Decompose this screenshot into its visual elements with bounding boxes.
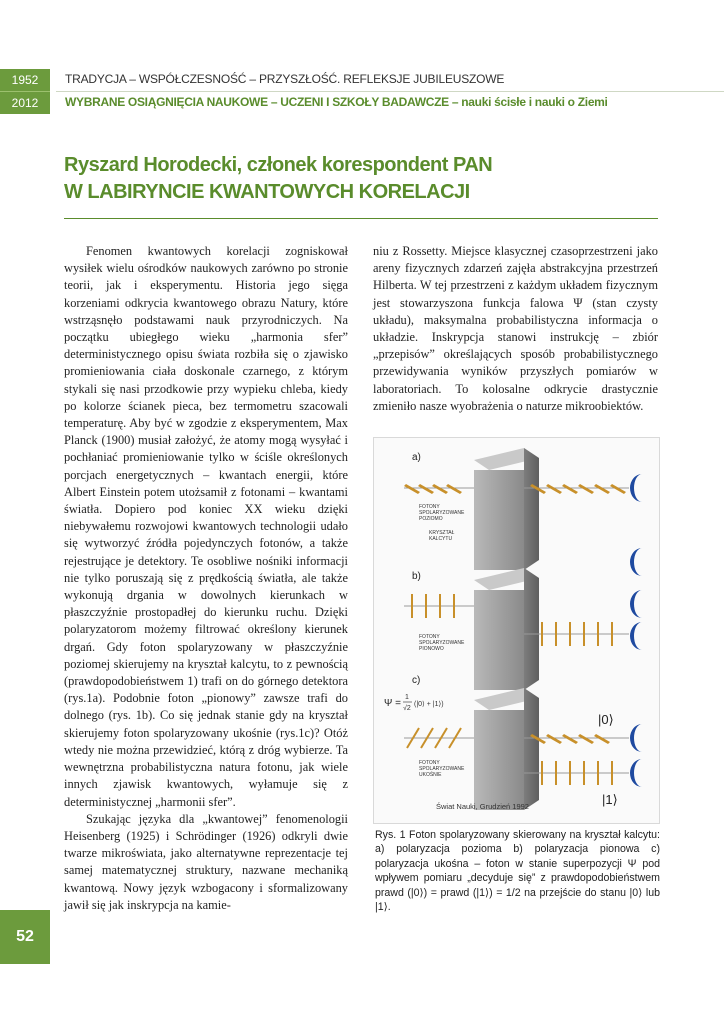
crystal-a <box>474 448 539 570</box>
panel-label-a: a) <box>412 452 421 463</box>
header-rule <box>56 91 724 92</box>
note-crystal1: KRYSZTAŁ <box>429 530 455 536</box>
note-crystal2: KALCYTU <box>429 536 453 542</box>
detector-bottom-a <box>630 548 642 576</box>
figure-credit: Świat Nauki, Grudzień 1992 <box>436 802 529 811</box>
paragraph: niu z Rossetty. Miejsce klasycznej czasoprzestrzeni jako areny fizycznych zdarzeń zajęła abstrakcyjna przestrzeń Hilberta. W tej przestrzeni z każdym układem fizycznym jest stowarzyszona funkcja falowa Ψ (stan czysty układu), maksymalna probabilistyczna informacja o układzie. Inskrypcja stanowi instrukcję – zbiór „przepisów” określających sposób probabilistycznego przewidywania wyników przyszłych pomiarów w laboratoriach. To kolosalne odkrycie drastycznie zmieniło nasze wyobrażenia o naturze mikroobiektów. <box>373 244 658 413</box>
detector-top-a <box>630 474 642 502</box>
running-header-series: TRADYCJA – WSPÓŁCZESNOŚĆ – PRZYSZŁOŚĆ. REFLEKSJE JUBILEUSZOWE <box>65 72 505 86</box>
title-rule <box>64 218 658 219</box>
formula-denominator: √2 <box>403 705 411 712</box>
page-number: 52 <box>0 910 50 964</box>
year-start-badge: 1952 <box>0 69 50 91</box>
note-c2: SPOLARYZOWANE <box>419 766 465 772</box>
note-a3: POZIOMO <box>419 516 443 522</box>
crystal-b <box>474 568 539 690</box>
panel-label-c: c) <box>412 675 421 686</box>
paragraph: Fenomen kwantowych korelacji zogniskował wysiłek wielu ośrodków naukowych zarówno po stronie teorii, jak i eksperymentu. Historia jego sięga korzeniami odkrycia kwantowego obrazu Natury, które wstrząsnęło podstawami nauk przyrodniczych. Na początku ubiegłego wieku „harmonia sfer” deterministycznego opisu świata rozbiła się o zjawisko promieniowania ciała doskonale czarnego, z którym stykali się nasi przodkowie przy wypieku chleba, kiedy po kolorze ścianek pieca, bez termometru szacowali temperaturę. Aby być w zgodzie z eksperymentem, Max Planck (1900) musiał założyć, że atomy mogą wysyłać i pochłaniać promieniowanie tylko w ściśle określonych porcjach energetycznych – kwantach energii, które Albert Einstein potem utożsamił z fotonami – kwantami światła. Dopiero pod koniec XX wieku dzięki niebywałemu rozwojowi kwantowych technologii udało się wytworzyć źródła pojedynczych fotonów, a także rejestrujące je detektory. Te osobliwe nośniki informacji nie tylko poruszają się z prędkością światła, ale także wykonują drgania w dowolnych kierunkach w płaszczyźnie prostopadłej do kierunku ruchu. Dzięki polaryzatorom możemy filtrować określony kierunek drgań. Gdy foton spolaryzowany w płaszczyźnie poziomej skierujemy na kryształ kalcytu, to z pewnością (prawdopodobieństwem 1) trafi on do górnego detektora (rys.1a). Podobnie foton „pionowy” zawsze trafi do dolnego (rys. 1b). Co się jednak stanie gdy na kryształ skierujemy foton spolaryzowany ukośnie (rys.1c)? Otóż wtedy nie można przewidzieć, którą z dróg wybierze. Ta wewnętrzna probabilistyczna natura fotonu, jak wiele innych zjawisk kwantowych, wyłamuje się z deterministycznej „harmonii sfer”. <box>64 244 348 809</box>
article-author-line: Ryszard Horodecki, członek korespondent PAN <box>64 154 493 176</box>
section-title: WYBRANE OSIĄGNIĘCIA NAUKOWE – UCZENI I SZKOŁY BADAWCZE – <box>65 95 459 109</box>
sidebar <box>0 0 50 1024</box>
section-subtitle: nauki ścisłe i nauki o Ziemi <box>458 95 608 109</box>
note-b2: SPOLARYZOWANE <box>419 640 465 646</box>
note-a2: SPOLARYZOWANE <box>419 510 465 516</box>
running-header-section <box>65 95 608 109</box>
text-column-left <box>64 243 348 914</box>
note-b1: FOTONY <box>419 634 440 640</box>
article-title <box>64 152 664 206</box>
detector-bottom-b <box>630 622 642 650</box>
note-a1: FOTONY <box>419 504 440 510</box>
year-end-badge: 2012 <box>0 92 50 114</box>
crystal-c <box>474 688 539 810</box>
formula-numerator: 1 <box>405 694 409 701</box>
article-headline: W LABIRYNCIE KWANTOWYCH KORELACJI <box>64 181 470 203</box>
ket-one-label: |1⟩ <box>602 792 618 807</box>
note-c1: FOTONY <box>419 760 440 766</box>
detector-top-b <box>630 590 642 618</box>
formula-superposition: (|0⟩ + |1⟩) <box>414 701 444 708</box>
ket-zero-label: |0⟩ <box>598 712 614 727</box>
detector-bottom-c <box>630 759 642 787</box>
detector-top-c <box>630 724 642 752</box>
figure-caption: Rys. 1 Foton spolaryzowany skierowany na kryształ kalcytu: a) polaryzacja pozioma b) polaryzacja pionowa c) polaryzacja ukośna – foton w stanie superpozycji Ψ pod wpływem pomiaru „decyduje się” z prawdopodobieństwem prawd (|0⟩) = prawd (|1⟩) = 1/2 na przejście do stanu |0⟩ lub |1⟩. <box>375 829 660 914</box>
text-column-right <box>373 243 658 415</box>
note-b3: PIONOWO <box>419 646 444 652</box>
paragraph: Szukając języka dla „kwantowej” fenomenologii Heisenberg (1925) i Schrödinger (1926) odkryli dwie twarze mikroświata, jako alternatywne reprezentacje tej samej matematycznej struktury, nazwane mechaniką kwantową. Nowy język wzbogacony i sformalizowany jawił się jak inskrypcja na kamie- <box>64 811 348 912</box>
photon-arrows-c-top <box>530 734 610 744</box>
note-c3: UKOŚNIE <box>419 772 442 778</box>
formula-psi: Ψ = <box>384 698 401 709</box>
figure-calcite-crystal <box>373 437 660 824</box>
panel-label-b: b) <box>412 571 421 582</box>
figure-illustration <box>374 438 659 823</box>
